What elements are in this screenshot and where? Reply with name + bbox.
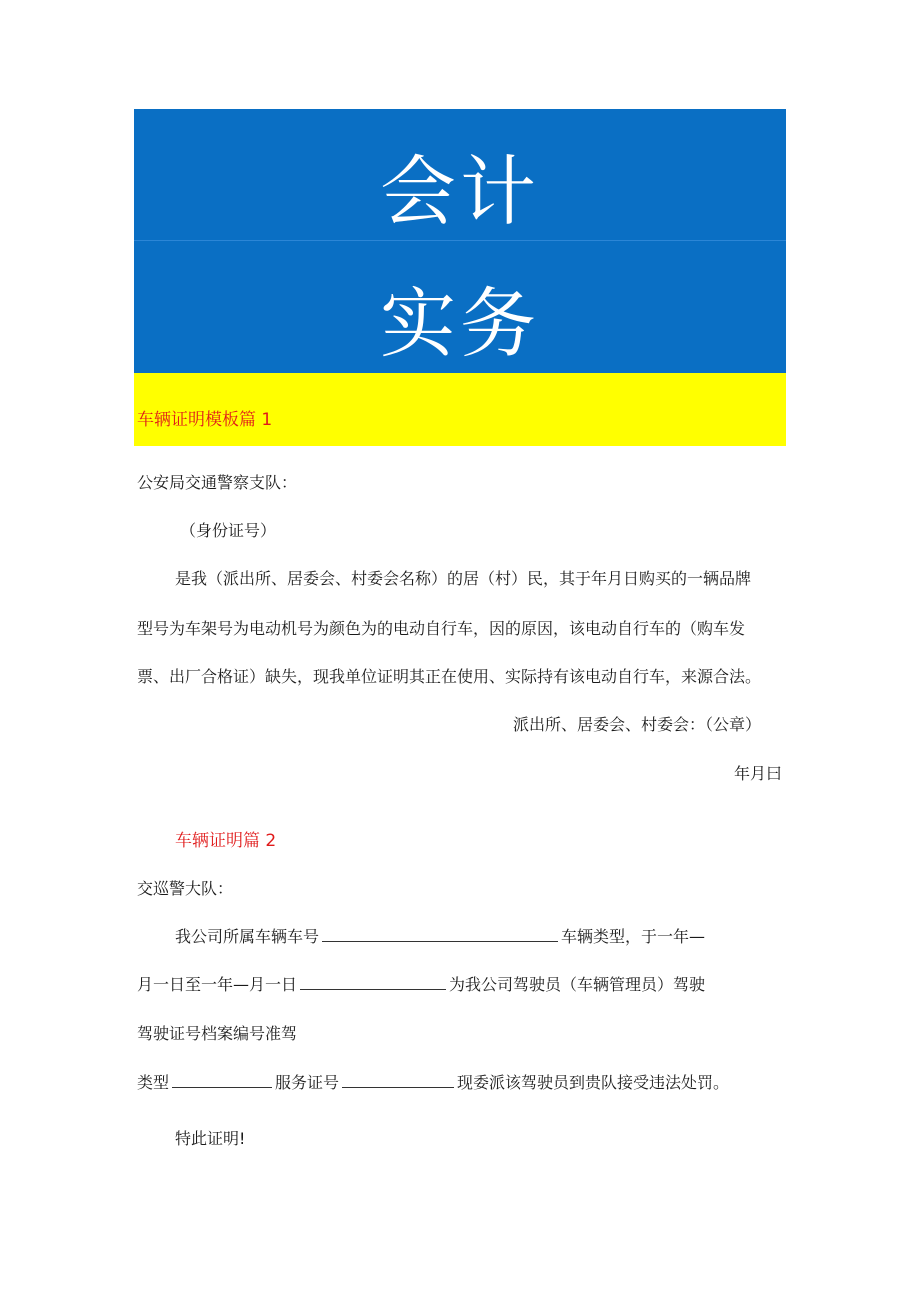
banner-title-line2: 实务 — [380, 279, 540, 368]
section2-line2-a: 月一日至一年—月一日 — [137, 975, 298, 994]
title-banner — [134, 109, 786, 446]
section2-salutation: 交巡警大队： — [137, 879, 234, 898]
section1-id-line: （身份证号） — [180, 521, 277, 540]
section2-line4 — [137, 1070, 729, 1093]
banner-bottom-block — [134, 240, 786, 374]
section2-line1-a: 我公司所属车辆车号 — [175, 927, 320, 946]
section2-line2-b: 为我公司驾驶员（车辆管理员）驾驶 — [449, 975, 706, 994]
banner-title-line1: 会计 — [380, 147, 540, 236]
service-number-blank — [342, 1073, 454, 1088]
banner-top-block — [134, 109, 786, 240]
section1-paragraph-line3: 票、出厂合格证）缺失，现我单位证明其正在使用、实际持有该电动自行车，来源合法。 — [137, 667, 762, 686]
section1-signature: 派出所、居委会、村委会：（公章） — [513, 715, 762, 734]
section2-line1-b: 车辆类型，于一年— — [561, 927, 706, 946]
section1-date: 年月曰 — [734, 764, 783, 783]
plate-number-blank — [322, 927, 558, 942]
license-type-blank — [172, 1073, 272, 1088]
section1-salutation: 公安局交通警察支队： — [137, 473, 298, 492]
section2-line4-a: 类型 — [137, 1073, 170, 1092]
section2-heading: 车辆证明篇 2 — [175, 831, 277, 851]
section1-paragraph-line1: 是我（派出所、居委会、村委会名称）的居（村）民，其于年月日购买的一辆品牌 — [175, 569, 752, 588]
section2-line3: 驾驶证号档案编号准驾 — [137, 1024, 298, 1043]
section2-line1 — [175, 924, 705, 947]
driver-name-blank — [300, 975, 446, 990]
section2-closing: 特此证明! — [175, 1129, 246, 1148]
section2-line4-c: 现委派该驾驶员到贵队接受违法处罚。 — [457, 1073, 730, 1092]
section1-paragraph-line2: 型号为车架号为电动机号为颜色为的电动自行车，因的原因，该电动自行车的（购车发 — [137, 619, 746, 638]
section1-heading-band — [134, 373, 786, 446]
section2-line2 — [137, 972, 705, 995]
section2-line4-b: 服务证号 — [275, 1073, 340, 1092]
section1-heading: 车辆证明模板篇 1 — [137, 410, 273, 430]
